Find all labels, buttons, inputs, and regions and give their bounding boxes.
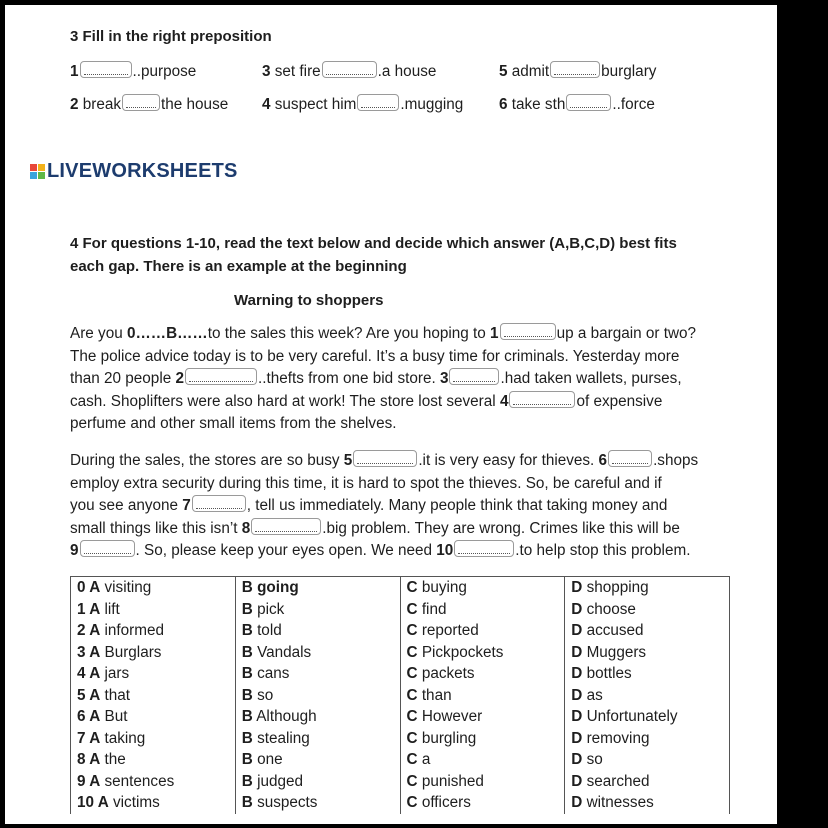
item-text: take sth xyxy=(511,96,566,113)
paragraph-line: 9 . So, please keep your eyes open. We need 10 .to help stop this problem. xyxy=(70,542,691,559)
option-letter: D xyxy=(571,622,583,639)
option-cell xyxy=(235,706,400,728)
gap-box-4[interactable] xyxy=(509,391,575,408)
option-word: Vandals xyxy=(257,643,312,661)
gap-box-7[interactable] xyxy=(192,495,246,512)
option-cell xyxy=(235,728,400,750)
option-word: searched xyxy=(586,772,650,790)
paragraph-line: small things like this isn’t 8 .big problem. They are wrong. Crimes like this will be xyxy=(70,519,680,537)
option-cell xyxy=(71,577,236,599)
option-cell xyxy=(235,599,400,621)
option-cell xyxy=(235,685,400,707)
option-word: so xyxy=(586,751,603,768)
option-cell xyxy=(235,792,400,814)
item-number: 1 xyxy=(70,63,79,80)
option-cell xyxy=(235,642,400,664)
option-cell xyxy=(71,792,236,814)
option-word: find xyxy=(421,600,447,618)
option-cell xyxy=(235,771,400,793)
option-word: However xyxy=(421,708,483,725)
option-word: a xyxy=(421,751,431,768)
item-number: 4 xyxy=(262,96,271,113)
option-letter: D xyxy=(571,751,583,768)
option-letter: 8 A xyxy=(77,751,101,768)
answer-box-prep-4[interactable] xyxy=(357,94,399,111)
option-word: Muggers xyxy=(586,643,647,661)
paragraph-line: Are you 0……B……to the sales this week? Are you hoping to 1 up a bargain or two? xyxy=(70,325,697,342)
paragraph-line: you see anyone 7 , tell us immediately. Many people think that taking money and xyxy=(70,497,668,514)
option-cell xyxy=(565,599,730,621)
option-word: informed xyxy=(104,622,165,639)
option-cell xyxy=(235,620,400,642)
option-letter: 1 A xyxy=(77,600,101,618)
frame-border-right xyxy=(777,0,828,828)
option-cell xyxy=(400,706,565,728)
prep-item-5 xyxy=(499,61,656,81)
option-letter: C xyxy=(406,600,418,618)
option-word: Burglars xyxy=(104,643,162,661)
option-word: punished xyxy=(421,772,484,790)
option-word: that xyxy=(104,686,131,704)
option-letter: 10 A xyxy=(77,794,109,811)
option-word: officers xyxy=(421,794,471,811)
frame-border-bottom xyxy=(0,824,828,828)
option-word: one xyxy=(257,751,283,768)
options-row xyxy=(71,620,730,642)
option-letter: 2 A xyxy=(77,622,101,639)
gap-box-6[interactable] xyxy=(608,450,652,467)
option-cell xyxy=(400,771,565,793)
paragraph-line: cash. Shoplifters were also hard at work! The store lost several 4 of expensive xyxy=(70,392,663,410)
option-letter: 5 A xyxy=(77,686,101,704)
option-cell xyxy=(565,728,730,750)
option-word: so xyxy=(257,686,274,704)
option-letter: B xyxy=(241,708,253,725)
option-letter: 9 A xyxy=(77,772,101,790)
section3-heading: 3 Fill in the right preposition xyxy=(70,28,272,45)
option-letter: D xyxy=(571,665,583,682)
option-letter: B xyxy=(241,729,253,747)
option-cell xyxy=(235,663,400,685)
option-letter: B xyxy=(241,579,253,596)
gap-box-2[interactable] xyxy=(185,368,257,385)
gap-box-9[interactable] xyxy=(80,540,135,557)
prep-item-6 xyxy=(499,94,655,114)
paragraph-1 xyxy=(70,323,730,436)
option-letter: B xyxy=(241,686,253,704)
option-cell xyxy=(565,642,730,664)
paragraph-line: than 20 people 2 ..thefts from one bid store. 3 .had taken wallets, purses, xyxy=(70,370,682,387)
option-cell xyxy=(565,792,730,814)
liveworksheets-logo[interactable] xyxy=(30,160,238,183)
option-cell xyxy=(400,577,565,599)
option-letter: C xyxy=(406,794,418,811)
prep-item-1 xyxy=(70,61,196,81)
options-row xyxy=(71,728,730,750)
item-text: break xyxy=(82,96,122,113)
option-letter: D xyxy=(571,729,583,747)
option-letter: D xyxy=(571,794,583,811)
option-letter: C xyxy=(406,579,418,596)
option-word: removing xyxy=(586,729,650,747)
option-word: Although xyxy=(256,708,317,725)
item-text: burglary xyxy=(601,63,657,80)
option-cell xyxy=(71,749,236,771)
item-text: suspect him xyxy=(274,96,357,113)
item-text: ..purpose xyxy=(132,63,197,80)
option-letter: B xyxy=(241,751,253,768)
option-cell xyxy=(565,685,730,707)
option-word: witnesses xyxy=(586,794,654,811)
option-letter: C xyxy=(406,643,418,661)
frame-border-left xyxy=(0,0,5,828)
option-word: suspects xyxy=(257,794,318,811)
option-word: pick xyxy=(257,600,285,618)
item-text: ..force xyxy=(612,96,655,113)
option-cell xyxy=(71,663,236,685)
option-word: reported xyxy=(421,622,479,639)
frame-border-top xyxy=(0,0,828,5)
option-cell xyxy=(235,749,400,771)
option-cell xyxy=(400,620,565,642)
option-cell xyxy=(71,599,236,621)
option-cell xyxy=(400,599,565,621)
paragraph-line: perfume and other small items from the shelves. xyxy=(70,415,397,432)
option-cell xyxy=(565,577,730,599)
option-cell xyxy=(71,728,236,750)
prep-item-2 xyxy=(70,94,228,114)
option-word: buying xyxy=(421,579,467,596)
option-word: cans xyxy=(257,665,290,682)
options-table xyxy=(70,576,730,814)
option-cell xyxy=(400,663,565,685)
option-cell xyxy=(235,577,400,599)
option-cell xyxy=(565,663,730,685)
option-cell xyxy=(565,771,730,793)
options-row xyxy=(71,642,730,664)
item-text: admit xyxy=(511,63,550,80)
option-letter: B xyxy=(241,665,253,682)
option-letter: 7 A xyxy=(77,729,101,747)
logo-text: LIVEWORKSHEETS xyxy=(47,160,238,182)
options-row xyxy=(71,599,730,621)
option-letter: B xyxy=(241,600,253,618)
option-letter: D xyxy=(571,686,583,704)
option-cell xyxy=(71,642,236,664)
option-cell xyxy=(71,620,236,642)
option-letter: D xyxy=(571,579,583,596)
gap-box-1[interactable] xyxy=(500,323,556,340)
item-number: 6 xyxy=(499,96,508,113)
option-cell xyxy=(71,685,236,707)
option-letter: C xyxy=(406,665,418,682)
answer-box-prep-6[interactable] xyxy=(566,94,611,111)
option-letter: D xyxy=(571,600,583,618)
gap-box-3[interactable] xyxy=(449,368,499,385)
option-word: bottles xyxy=(586,665,632,682)
option-cell xyxy=(400,792,565,814)
option-word: than xyxy=(421,686,452,704)
answer-box-prep-2[interactable] xyxy=(122,94,160,111)
option-letter: 4 A xyxy=(77,665,101,682)
options-row xyxy=(71,771,730,793)
answer-box-prep-5[interactable] xyxy=(550,61,600,78)
option-cell xyxy=(400,728,565,750)
options-row xyxy=(71,663,730,685)
option-word: stealing xyxy=(257,729,310,747)
option-word: told xyxy=(257,622,282,639)
option-word: shopping xyxy=(586,579,649,596)
option-letter: D xyxy=(571,708,583,725)
option-letter: B xyxy=(241,622,253,639)
option-word: the xyxy=(104,751,126,768)
option-word: choose xyxy=(586,600,636,618)
option-cell xyxy=(71,771,236,793)
option-cell xyxy=(71,706,236,728)
section4-heading-line1: 4 For questions 1-10, read the text below and decide which answer (A,B,C,D) best fits xyxy=(70,235,677,252)
options-row xyxy=(71,577,730,599)
option-letter: B xyxy=(241,794,253,811)
option-word: jars xyxy=(104,665,130,682)
option-letter: B xyxy=(241,772,253,790)
gap-box-5[interactable] xyxy=(353,450,417,467)
option-letter: C xyxy=(406,729,418,747)
option-word: going xyxy=(257,579,299,596)
option-word: Unfortunately xyxy=(586,708,678,725)
item-number: 5 xyxy=(499,63,508,80)
option-cell xyxy=(400,642,565,664)
option-letter: B xyxy=(241,643,253,661)
paragraph-line: The police advice today is to be very careful. It’s a busy time for criminals. Yesterday more xyxy=(70,347,680,365)
option-letter: C xyxy=(406,622,418,639)
option-cell xyxy=(565,749,730,771)
option-word: visiting xyxy=(104,579,152,596)
option-word: as xyxy=(586,686,603,704)
paragraph-line: employ extra security during this time, it is hard to spot the thieves. So, be careful and if xyxy=(70,474,662,492)
option-word: victims xyxy=(113,794,160,811)
option-cell xyxy=(565,706,730,728)
item-number: 2 xyxy=(70,96,79,113)
item-text: the house xyxy=(161,96,229,113)
option-word: accused xyxy=(586,622,644,639)
answer-box-prep-1[interactable] xyxy=(80,61,132,78)
option-cell xyxy=(400,749,565,771)
options-row xyxy=(71,706,730,728)
item-text: .a house xyxy=(377,63,437,80)
options-row xyxy=(71,749,730,771)
option-letter: 6 A xyxy=(77,708,101,725)
text-title: Warning to shoppers xyxy=(234,292,384,309)
option-word: packets xyxy=(421,665,475,682)
option-letter: 3 A xyxy=(77,643,101,661)
gap-box-8[interactable] xyxy=(251,518,321,535)
option-letter: C xyxy=(406,772,418,790)
option-word: judged xyxy=(257,772,303,790)
option-letter: C xyxy=(406,686,418,704)
option-letter: C xyxy=(406,708,418,725)
paragraph-2 xyxy=(70,450,730,563)
section4-heading-line2: each gap. There is an example at the beginning xyxy=(70,258,407,275)
prep-item-3 xyxy=(262,61,436,81)
option-word: But xyxy=(104,708,128,725)
option-letter: 0 A xyxy=(77,579,101,596)
option-word: taking xyxy=(104,729,146,747)
gap-box-10[interactable] xyxy=(454,540,514,557)
item-text: .mugging xyxy=(400,96,464,113)
option-cell xyxy=(565,620,730,642)
option-cell xyxy=(400,685,565,707)
options-row xyxy=(71,792,730,814)
option-letter: D xyxy=(571,643,583,661)
option-word: lift xyxy=(104,600,120,618)
answer-box-prep-3[interactable] xyxy=(322,61,377,78)
item-text: set fire xyxy=(274,63,321,80)
option-letter: C xyxy=(406,751,418,768)
option-word: burgling xyxy=(421,729,477,747)
item-number: 3 xyxy=(262,63,271,80)
prep-item-4 xyxy=(262,94,463,114)
option-word: Pickpockets xyxy=(421,643,504,661)
options-row xyxy=(71,685,730,707)
logo-mark-icon xyxy=(30,164,45,179)
option-letter: D xyxy=(571,772,583,790)
paragraph-line: During the sales, the stores are so busy 5 .it is very easy for thieves. 6 .shops xyxy=(70,452,699,469)
option-word: sentences xyxy=(104,772,175,790)
